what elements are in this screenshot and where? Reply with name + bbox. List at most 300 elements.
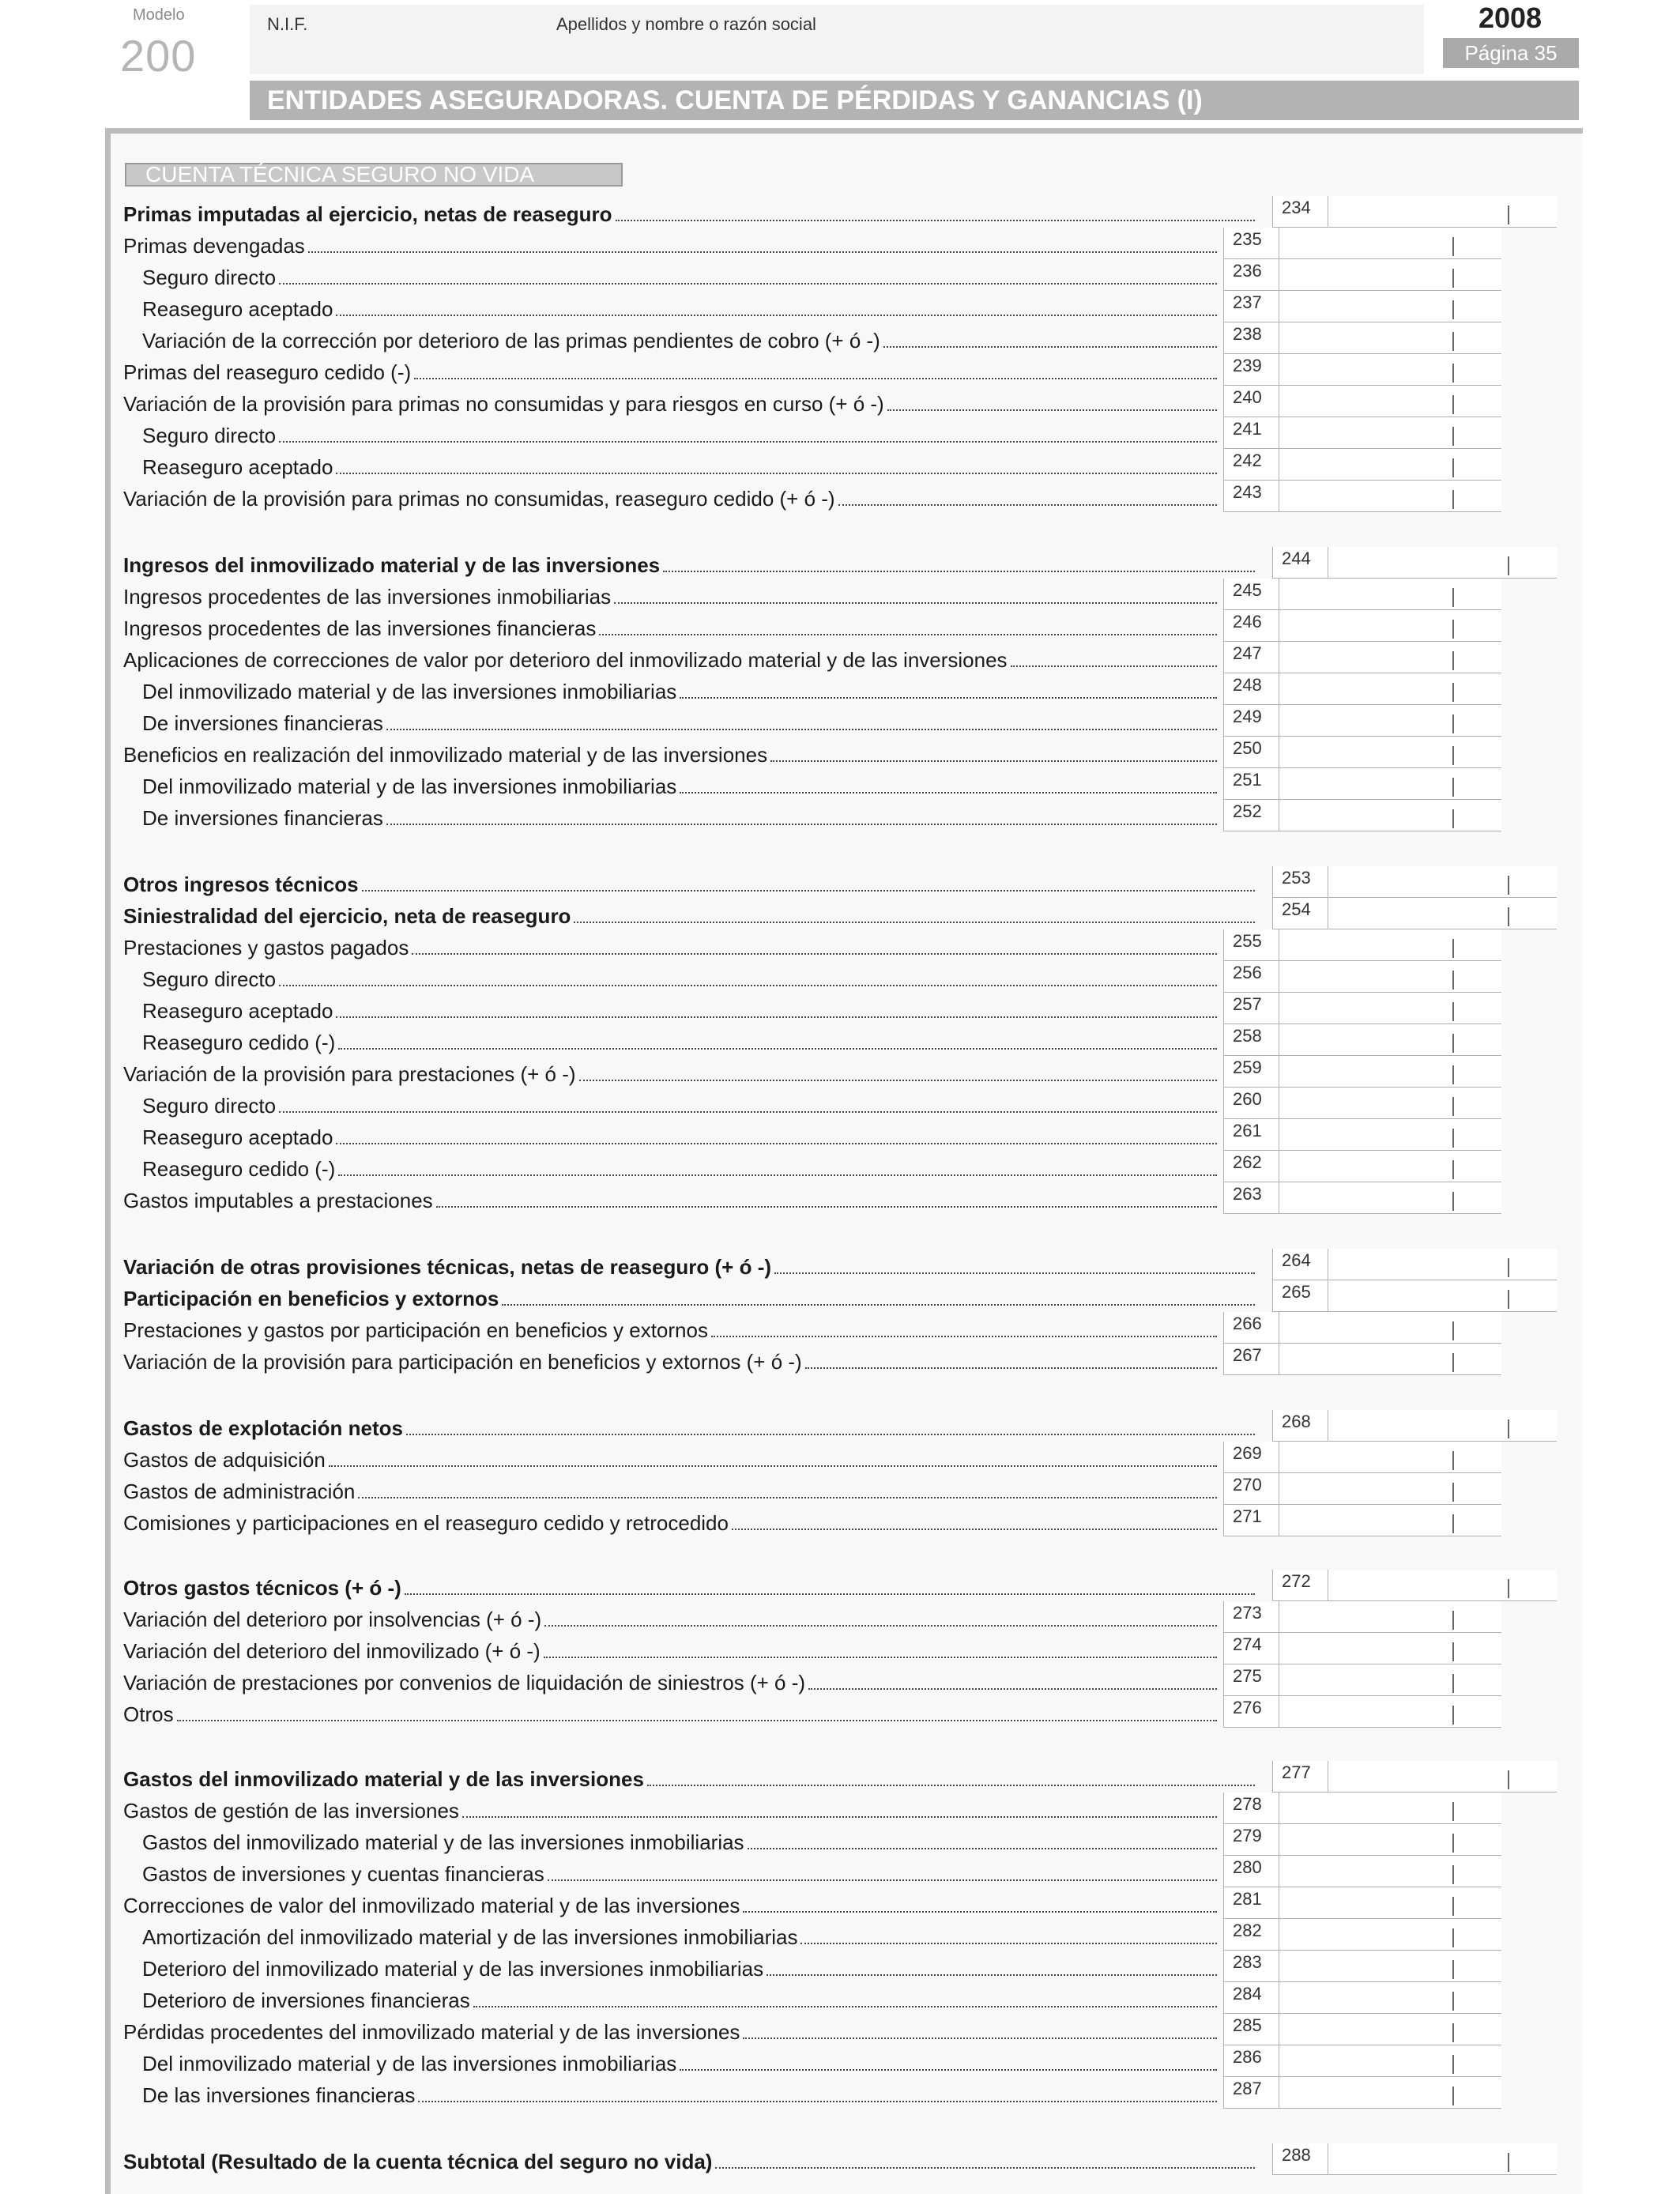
leader-dots <box>548 1879 1217 1881</box>
field-left-border <box>1223 1056 1224 1088</box>
row-label-line <box>142 1031 1217 1055</box>
decimal-tick <box>1452 1802 1454 1821</box>
amount-field-253[interactable] <box>1272 866 1557 898</box>
row-label-line <box>123 202 1255 227</box>
row-label-line <box>123 1480 1217 1504</box>
field-left-border <box>1272 866 1273 898</box>
decimal-tick <box>1452 971 1454 990</box>
leader-dots <box>680 696 1217 699</box>
decimal-tick <box>1508 1290 1509 1309</box>
field-code: 273 <box>1233 1603 1262 1623</box>
decimal-tick <box>1508 205 1509 224</box>
leader-dots <box>711 1335 1217 1337</box>
amount-field-244[interactable] <box>1272 547 1557 579</box>
leader-dots <box>680 791 1217 794</box>
field-code: 266 <box>1233 1314 1262 1333</box>
field-code: 283 <box>1233 1952 1262 1972</box>
field-left-border <box>1272 196 1273 228</box>
row-label: Participación en beneficios y extornos <box>123 1287 499 1310</box>
row-label-line <box>142 329 1217 353</box>
amount-field-260[interactable] <box>1223 1088 1501 1119</box>
leader-dots <box>544 1624 1217 1627</box>
row-label-line <box>123 1639 1217 1664</box>
leader-dots <box>680 2068 1217 2071</box>
field-code: 275 <box>1233 1666 1262 1686</box>
leader-dots <box>715 2166 1255 2169</box>
field-left-border <box>1223 354 1224 386</box>
amount-field-281[interactable] <box>1223 1887 1501 1919</box>
row-label: Ingresos procedentes de las inversiones inmobiliarias <box>123 585 612 609</box>
field-code: 282 <box>1233 1921 1262 1940</box>
amount-field-274[interactable] <box>1223 1633 1501 1664</box>
leader-dots <box>743 1910 1217 1913</box>
field-left-border <box>1272 2143 1273 2175</box>
decimal-tick <box>1508 876 1509 895</box>
field-left-border <box>1272 1280 1273 1312</box>
decimal-tick <box>1452 1865 1454 1884</box>
form-row <box>123 1119 1501 1151</box>
amount-field-265[interactable] <box>1272 1280 1557 1312</box>
amount-field-255[interactable] <box>1223 929 1501 961</box>
leader-dots <box>805 1367 1217 1369</box>
amount-field-245[interactable] <box>1223 579 1501 610</box>
leader-dots <box>386 728 1217 730</box>
row-label: Primas devengadas <box>123 234 305 258</box>
leader-dots <box>748 1847 1217 1849</box>
row-label: Variación de otras provisiones técnicas, netas de reaseguro (+ ó -) <box>123 1255 772 1279</box>
row-label-line <box>142 455 1217 480</box>
amount-field-238[interactable] <box>1223 322 1501 354</box>
row-label: Subtotal (Resultado de la cuenta técnica del seguro no vida) <box>123 2150 713 2173</box>
amount-field-285[interactable] <box>1223 2014 1501 2045</box>
leader-dots <box>732 1528 1217 1530</box>
row-label: Variación de la provisión para participación en beneficios y extornos (+ ó -) <box>123 1350 802 1374</box>
field-code: 286 <box>1233 2047 1262 2067</box>
form-row <box>123 1793 1501 1824</box>
leader-dots <box>462 1815 1217 1818</box>
form-row <box>123 354 1501 386</box>
amount-field-264[interactable] <box>1272 1249 1557 1280</box>
amount-field-259[interactable] <box>1223 1056 1501 1088</box>
field-code: 243 <box>1233 482 1262 502</box>
row-label-line <box>142 999 1217 1023</box>
row-label-line <box>123 1608 1217 1632</box>
decimal-tick <box>1508 1419 1509 1438</box>
decimal-tick <box>1508 1258 1509 1277</box>
amount-field-284[interactable] <box>1223 1982 1501 2014</box>
amount-field-258[interactable] <box>1223 1024 1501 1056</box>
leader-dots <box>308 251 1217 253</box>
row-label-line <box>123 904 1255 929</box>
field-code: 234 <box>1282 198 1311 217</box>
field-left-border <box>1223 1982 1224 2014</box>
row-label-line <box>123 616 1217 641</box>
row-label: Primas del reaseguro cedido (-) <box>123 360 412 384</box>
amount-field-282[interactable] <box>1223 1919 1501 1951</box>
row-label: Gastos de explotación netos <box>123 1416 403 1440</box>
row-label-line <box>142 2083 1217 2108</box>
field-left-border <box>1223 673 1224 705</box>
decimal-tick <box>1452 237 1454 256</box>
amount-field-262[interactable] <box>1223 1151 1501 1182</box>
row-label-line <box>142 1989 1217 2013</box>
row-label-line <box>123 1671 1217 1695</box>
amount-field-241[interactable] <box>1223 417 1501 449</box>
amount-field-246[interactable] <box>1223 610 1501 642</box>
amount-field-243[interactable] <box>1223 481 1501 512</box>
leader-dots <box>767 1973 1217 1976</box>
form-row <box>123 673 1501 705</box>
row-label-line <box>142 967 1217 992</box>
field-code: 270 <box>1233 1475 1262 1495</box>
field-code: 263 <box>1233 1184 1262 1204</box>
amount-field-275[interactable] <box>1223 1664 1501 1696</box>
field-code: 246 <box>1233 612 1262 631</box>
field-bottom-border <box>1272 2174 1557 2175</box>
leader-dots <box>838 503 1217 506</box>
amount-field-250[interactable] <box>1223 737 1501 768</box>
form-row <box>123 961 1501 993</box>
field-code: 279 <box>1233 1826 1262 1845</box>
field-left-border <box>1223 1793 1224 1824</box>
form-row <box>123 737 1501 768</box>
field-bottom-border <box>1223 1213 1501 1214</box>
row-label: Correcciones de valor del inmovilizado material y de las inversiones <box>123 1894 740 1917</box>
row-label-line <box>142 266 1217 290</box>
form-row <box>123 1601 1501 1633</box>
row-label: Variación de la corrección por deterioro de las primas pendientes de cobro (+ ó -) <box>142 329 880 352</box>
leader-dots <box>412 952 1217 955</box>
field-left-border <box>1223 1951 1224 1982</box>
leader-dots <box>663 570 1255 572</box>
decimal-tick <box>1452 778 1454 797</box>
form-row <box>123 993 1501 1024</box>
amount-field-267[interactable] <box>1223 1344 1501 1375</box>
amount-field-237[interactable] <box>1223 291 1501 322</box>
field-left-border <box>1223 2045 1224 2077</box>
leader-dots <box>883 345 1217 348</box>
row-label: Prestaciones y gastos pagados <box>123 936 409 959</box>
row-label: Reaseguro cedido (-) <box>142 1031 336 1054</box>
page-indicator: Página 35 <box>1443 38 1579 68</box>
form-row <box>123 1056 1501 1088</box>
amount-field-251[interactable] <box>1223 768 1501 800</box>
amount-field-247[interactable] <box>1223 642 1501 673</box>
leader-dots <box>329 1465 1217 1467</box>
form-row <box>123 929 1501 961</box>
leader-dots <box>743 2037 1217 2039</box>
leader-dots <box>436 1205 1217 1208</box>
leader-dots <box>473 2005 1217 2007</box>
row-label: Amortización del inmovilizado material y de las inversiones inmobiliarias <box>142 1925 798 1949</box>
form-row <box>123 1280 1557 1312</box>
row-label-line <box>142 1925 1217 1950</box>
field-code: 274 <box>1233 1634 1262 1654</box>
field-left-border <box>1272 1249 1273 1280</box>
field-code: 285 <box>1233 2015 1262 2035</box>
leader-dots <box>502 1303 1255 1306</box>
field-code: 250 <box>1233 738 1262 758</box>
amount-field-277[interactable] <box>1272 1761 1557 1793</box>
amount-field-288[interactable] <box>1272 2143 1557 2175</box>
row-label: Seguro directo <box>142 424 277 447</box>
decimal-tick <box>1452 1353 1454 1372</box>
row-label-line <box>142 2052 1217 2076</box>
decimal-tick <box>1452 714 1454 733</box>
field-left-border <box>1223 579 1224 610</box>
amount-field-240[interactable] <box>1223 386 1501 417</box>
amount-field-272[interactable] <box>1272 1570 1557 1601</box>
leader-dots <box>279 440 1217 443</box>
decimal-tick <box>1452 300 1454 319</box>
amount-field-249[interactable] <box>1223 705 1501 737</box>
form-row <box>123 259 1501 291</box>
decimal-tick <box>1452 1928 1454 1947</box>
decimal-tick <box>1452 490 1454 509</box>
row-label: Reaseguro cedido (-) <box>142 1157 336 1181</box>
field-code: 240 <box>1233 387 1262 407</box>
leader-dots <box>336 1016 1217 1018</box>
decimal-tick <box>1508 1579 1509 1598</box>
field-code: 269 <box>1233 1443 1262 1463</box>
field-code: 245 <box>1233 580 1262 600</box>
form-row <box>123 481 1501 512</box>
amount-field-235[interactable] <box>1223 228 1501 259</box>
leader-dots <box>647 1784 1255 1786</box>
field-code: 276 <box>1233 1698 1262 1717</box>
row-label-line <box>123 1894 1217 1918</box>
decimal-tick <box>1452 1321 1454 1340</box>
field-code: 267 <box>1233 1345 1262 1365</box>
field-code: 254 <box>1282 899 1311 919</box>
row-label-line <box>142 711 1217 736</box>
frame-left-border <box>105 128 111 2194</box>
form-row <box>123 1473 1501 1505</box>
amount-field-263[interactable] <box>1223 1182 1501 1214</box>
field-left-border <box>1223 800 1224 831</box>
decimal-tick <box>1452 2087 1454 2105</box>
row-label-line <box>123 1799 1217 1823</box>
row-label-line <box>142 1094 1217 1118</box>
decimal-tick <box>1508 2153 1509 2172</box>
row-label: Otros <box>123 1702 174 1726</box>
row-label: Gastos de adquisición <box>123 1448 326 1472</box>
leader-dots <box>887 409 1217 411</box>
decimal-tick <box>1452 1611 1454 1630</box>
field-code: 288 <box>1282 2145 1311 2165</box>
field-code: 257 <box>1233 994 1262 1014</box>
field-left-border <box>1223 386 1224 417</box>
amount-field-278[interactable] <box>1223 1793 1501 1824</box>
row-label: Variación del deterioro del inmovilizado (+ ó -) <box>123 1639 541 1663</box>
row-label: Gastos del inmovilizado material y de las inversiones inmobiliarias <box>142 1830 744 1854</box>
decimal-tick <box>1452 458 1454 477</box>
decimal-tick <box>1452 395 1454 414</box>
row-label-line <box>123 743 1217 767</box>
amount-field-257[interactable] <box>1223 993 1501 1024</box>
row-label-line <box>142 1125 1217 1150</box>
amount-field-268[interactable] <box>1272 1410 1557 1442</box>
form-row <box>123 579 1501 610</box>
decimal-tick <box>1452 1097 1454 1116</box>
amount-field-287[interactable] <box>1223 2077 1501 2109</box>
form-row <box>123 642 1501 673</box>
amount-field-270[interactable] <box>1223 1473 1501 1505</box>
decimal-tick <box>1452 1065 1454 1084</box>
field-left-border <box>1223 1473 1224 1505</box>
form-row <box>123 2143 1557 2175</box>
decimal-tick <box>1452 651 1454 670</box>
decimal-tick <box>1508 556 1509 575</box>
field-left-border <box>1223 705 1224 737</box>
field-left-border <box>1272 1761 1273 1793</box>
row-label-line <box>123 2020 1217 2045</box>
amount-field-266[interactable] <box>1223 1312 1501 1344</box>
field-left-border <box>1223 1664 1224 1696</box>
form-row <box>123 1951 1501 1982</box>
leader-dots <box>279 1110 1217 1113</box>
decimal-tick <box>1452 1192 1454 1211</box>
header-box <box>250 5 1424 74</box>
row-label: Otros ingresos técnicos <box>123 873 359 896</box>
field-code: 237 <box>1233 292 1262 312</box>
field-left-border <box>1223 1887 1224 1919</box>
field-code: 262 <box>1233 1152 1262 1172</box>
decimal-tick <box>1452 1160 1454 1179</box>
row-label: De inversiones financieras <box>142 711 383 735</box>
row-label: Reaseguro aceptado <box>142 999 333 1023</box>
field-left-border <box>1223 2077 1224 2109</box>
field-left-border <box>1223 1119 1224 1151</box>
field-code: 272 <box>1282 1571 1311 1591</box>
field-code: 258 <box>1233 1026 1262 1046</box>
form-row <box>123 705 1501 737</box>
amount-field-261[interactable] <box>1223 1119 1501 1151</box>
field-code: 241 <box>1233 419 1262 439</box>
field-left-border <box>1223 768 1224 800</box>
row-label: Primas imputadas al ejercicio, netas de reaseguro <box>123 202 612 226</box>
amount-field-248[interactable] <box>1223 673 1501 705</box>
decimal-tick <box>1452 939 1454 958</box>
amount-field-271[interactable] <box>1223 1505 1501 1536</box>
form-row <box>123 322 1501 354</box>
field-code: 253 <box>1282 868 1311 888</box>
field-code: 247 <box>1233 643 1262 663</box>
form-row <box>123 1312 1501 1344</box>
field-bottom-border <box>1223 1374 1501 1375</box>
decimal-tick <box>1452 683 1454 702</box>
field-code: 256 <box>1233 963 1262 982</box>
field-code: 238 <box>1233 324 1262 344</box>
row-label: Reaseguro aceptado <box>142 297 333 321</box>
form-row <box>123 449 1501 481</box>
form-row <box>123 386 1501 417</box>
decimal-tick <box>1452 588 1454 607</box>
field-code: 265 <box>1282 1282 1311 1302</box>
row-label-line <box>123 1448 1217 1472</box>
field-left-border <box>1272 1410 1273 1442</box>
amount-field-286[interactable] <box>1223 2045 1501 2077</box>
field-code: 271 <box>1233 1506 1262 1526</box>
leader-dots <box>279 984 1217 986</box>
form-row <box>123 1919 1501 1951</box>
leader-dots <box>406 1433 1255 1435</box>
field-left-border <box>1223 1024 1224 1056</box>
form-row <box>123 417 1501 449</box>
amount-field-256[interactable] <box>1223 961 1501 993</box>
amount-field-269[interactable] <box>1223 1442 1501 1473</box>
amount-field-236[interactable] <box>1223 259 1501 291</box>
decimal-tick <box>1452 1483 1454 1502</box>
row-label: Ingresos del inmovilizado material y de las inversiones <box>123 553 661 577</box>
amount-field-273[interactable] <box>1223 1601 1501 1633</box>
field-left-border <box>1223 1824 1224 1856</box>
field-code: 252 <box>1233 801 1262 821</box>
row-label-line <box>123 1767 1255 1792</box>
field-code: 255 <box>1233 931 1262 951</box>
row-label: Variación de la provisión para primas no consumidas y para riesgos en curso (+ ó -) <box>123 392 884 416</box>
row-label-line <box>123 1062 1217 1087</box>
decimal-tick <box>1452 1034 1454 1053</box>
row-label-line <box>123 1702 1217 1727</box>
field-code: 242 <box>1233 450 1262 470</box>
field-left-border <box>1272 898 1273 929</box>
amount-field-252[interactable] <box>1223 800 1501 831</box>
amount-field-254[interactable] <box>1272 898 1557 929</box>
decimal-tick <box>1452 1674 1454 1693</box>
row-label-line <box>123 2150 1255 2174</box>
amount-field-283[interactable] <box>1223 1951 1501 1982</box>
field-left-border <box>1223 1696 1224 1728</box>
name-label: Apellidos y nombre o razón social <box>556 14 816 34</box>
leader-dots <box>386 823 1217 825</box>
amount-field-242[interactable] <box>1223 449 1501 481</box>
form-row <box>123 1887 1501 1919</box>
leader-dots <box>338 1047 1217 1050</box>
row-label: Seguro directo <box>142 967 277 991</box>
row-label-line <box>142 680 1217 704</box>
row-label-line <box>142 297 1217 322</box>
amount-field-279[interactable] <box>1223 1824 1501 1856</box>
form-row <box>123 2014 1501 2045</box>
row-label: Reaseguro aceptado <box>142 455 333 479</box>
section-label: CUENTA TÉCNICA SEGURO NO VIDA <box>125 163 623 187</box>
leader-dots <box>338 1174 1217 1176</box>
leader-dots <box>616 219 1256 221</box>
form-row <box>123 1696 1501 1728</box>
row-label-line <box>123 1287 1255 1311</box>
decimal-tick <box>1508 1770 1509 1789</box>
row-label: Del inmovilizado material y de las inversiones inmobiliarias <box>142 2052 677 2075</box>
amount-field-280[interactable] <box>1223 1856 1501 1887</box>
form-row <box>123 196 1557 228</box>
amount-field-239[interactable] <box>1223 354 1501 386</box>
amount-field-234[interactable] <box>1272 196 1557 228</box>
row-label-line <box>123 360 1217 385</box>
row-label: Gastos de inversiones y cuentas financieras <box>142 1862 544 1886</box>
decimal-tick <box>1452 746 1454 765</box>
field-left-border <box>1223 993 1224 1024</box>
row-label: Beneficios en realización del inmovilizado material y de las inversiones <box>123 743 768 767</box>
row-label-line <box>123 1350 1217 1374</box>
amount-field-276[interactable] <box>1223 1696 1501 1728</box>
field-left-border <box>1223 610 1224 642</box>
field-left-border <box>1223 1505 1224 1536</box>
form-row <box>123 768 1501 800</box>
decimal-tick <box>1452 2023 1454 2042</box>
form-row <box>123 1664 1501 1696</box>
row-label: Aplicaciones de correcciones de valor por deterioro del inmovilizado material y de las inversiones <box>123 648 1008 672</box>
